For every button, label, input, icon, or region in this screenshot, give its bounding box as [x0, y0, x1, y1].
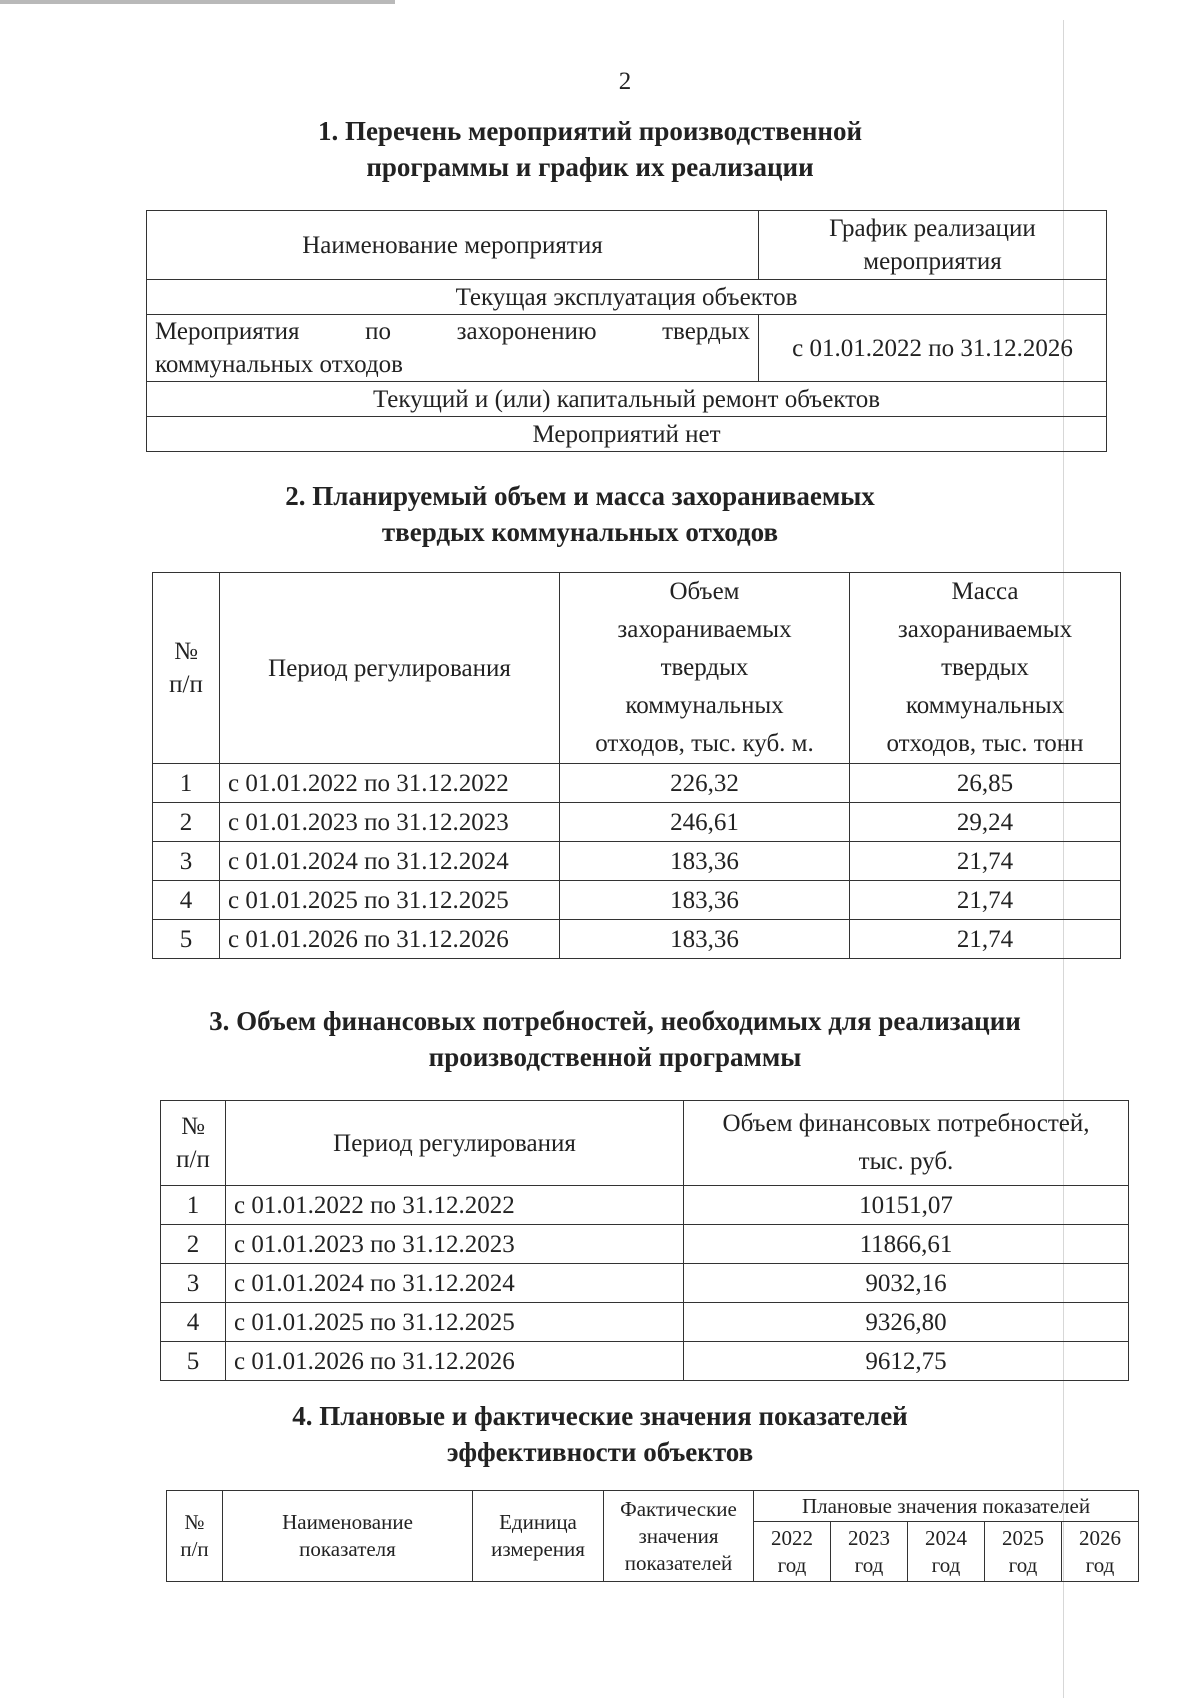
- header-cell-number: № п/п: [167, 1491, 223, 1582]
- table-row: [161, 1186, 1129, 1225]
- row-period: с 01.01.2023 по 31.12.2023: [220, 803, 560, 842]
- row-period: с 01.01.2023 по 31.12.2023: [226, 1225, 684, 1264]
- group-row-repair: Текущий и (или) капитальный ремонт объектов: [147, 382, 1107, 417]
- row-period: с 01.01.2024 по 31.12.2024: [226, 1264, 684, 1303]
- row-period: с 01.01.2025 по 31.12.2025: [226, 1303, 684, 1342]
- row-number: 4: [153, 881, 220, 920]
- header-cell-year-2022: 2022 год: [754, 1522, 831, 1582]
- group-row-current-operation: Текущая эксплуатация объектов: [147, 280, 1107, 315]
- page-number: 2: [618, 68, 632, 95]
- table-row: [147, 211, 1107, 280]
- row-number: 5: [161, 1342, 226, 1381]
- row-volume: 246,61: [560, 803, 850, 842]
- table-row: [147, 417, 1107, 452]
- section2-heading-line2: твердых коммунальных отходов: [381, 517, 779, 547]
- row-amount: 9032,16: [684, 1264, 1129, 1303]
- header-cell-year-2024: 2024 год: [908, 1522, 985, 1582]
- row-period: с 01.01.2022 по 31.12.2022: [220, 764, 560, 803]
- row-period: с 01.01.2025 по 31.12.2025: [220, 881, 560, 920]
- section1-heading-line2: программы и график их реализации: [366, 152, 814, 182]
- row-amount: 9612,75: [684, 1342, 1129, 1381]
- row-period: с 01.01.2022 по 31.12.2022: [226, 1186, 684, 1225]
- row-number: 1: [161, 1186, 226, 1225]
- row-mass: 29,24: [850, 803, 1121, 842]
- section4-heading-line1: 4. Плановые и фактические значения показателей: [292, 1401, 908, 1431]
- row-period: с 01.01.2024 по 31.12.2024: [220, 842, 560, 881]
- header-cell-year-2025: 2025 год: [985, 1522, 1062, 1582]
- header-cell-schedule: График реализации мероприятия: [759, 211, 1107, 280]
- table-row: [147, 382, 1107, 417]
- header-cell-volume: Объем захораниваемых твердых коммунальных отходов, тыс. куб. м.: [560, 573, 850, 764]
- header-cell-actual-values: Фактические значения показателей: [604, 1491, 754, 1582]
- row-number: 3: [153, 842, 220, 881]
- section4-heading: [190, 1398, 1010, 1470]
- table-row: [147, 280, 1107, 315]
- row-period: с 01.01.2026 по 31.12.2026: [226, 1342, 684, 1381]
- header-cell-indicator-name: Наименование показателя: [223, 1491, 473, 1582]
- row-number: 4: [161, 1303, 226, 1342]
- section4-heading-line2: эффективности объектов: [446, 1437, 754, 1467]
- header-cell-mass: Масса захораниваемых твердых коммунальных отходов, тыс. тонн: [850, 573, 1121, 764]
- section3-heading: [140, 1003, 1090, 1075]
- measure-disposal-cell: Мероприятия по захоронению твердых коммунальных отходов: [147, 315, 759, 382]
- no-measures-cell: Мероприятий нет: [147, 417, 1107, 452]
- header-cell-year-2026: 2026 год: [1062, 1522, 1139, 1582]
- section1-heading-line1: 1. Перечень мероприятий производственной: [317, 116, 863, 146]
- row-volume: 226,32: [560, 764, 850, 803]
- row-number: 2: [161, 1225, 226, 1264]
- row-number: 1: [153, 764, 220, 803]
- row-number: 2: [153, 803, 220, 842]
- row-mass: 21,74: [850, 920, 1121, 959]
- row-amount: 10151,07: [684, 1186, 1129, 1225]
- table-row: [147, 315, 1107, 382]
- header-cell-year-2023: 2023 год: [831, 1522, 908, 1582]
- waste-volume-table: [152, 572, 1121, 959]
- table-row: [161, 1225, 1129, 1264]
- table-row: [153, 881, 1121, 920]
- table-row: [161, 1264, 1129, 1303]
- section2-heading: [180, 478, 980, 550]
- measure-disposal-schedule: с 01.01.2022 по 31.12.2026: [759, 315, 1107, 382]
- table-row: [153, 842, 1121, 881]
- header-cell-period: Период регулирования: [220, 573, 560, 764]
- row-amount: 9326,80: [684, 1303, 1129, 1342]
- table-row: [161, 1101, 1129, 1186]
- section3-heading-line2: производственной программы: [428, 1042, 802, 1072]
- table-row: [153, 764, 1121, 803]
- section2-heading-line1: 2. Планируемый объем и масса захораниваемых: [285, 481, 875, 511]
- row-amount: 11866,61: [684, 1225, 1129, 1264]
- header-cell-period: Период регулирования: [226, 1101, 684, 1186]
- header-cell-number: № п/п: [161, 1101, 226, 1186]
- row-number: 3: [161, 1264, 226, 1303]
- table-row: [161, 1303, 1129, 1342]
- measures-table: [146, 210, 1107, 452]
- table-row: [161, 1342, 1129, 1381]
- row-volume: 183,36: [560, 842, 850, 881]
- header-cell-name: Наименование мероприятия: [147, 211, 759, 280]
- header-cell-planned-values: Плановые значения показателей: [754, 1491, 1139, 1522]
- row-volume: 183,36: [560, 920, 850, 959]
- section3-heading-line1: 3. Объем финансовых потребностей, необходимых для реализации: [209, 1006, 1021, 1036]
- header-cell-unit: Единица измерения: [473, 1491, 604, 1582]
- table-row: [153, 573, 1121, 764]
- row-mass: 21,74: [850, 842, 1121, 881]
- header-cell-number: № п/п: [153, 573, 220, 764]
- scan-edge-line: [0, 0, 395, 4]
- header-cell-amount: Объем финансовых потребностей, тыс. руб.: [684, 1101, 1129, 1186]
- row-mass: 26,85: [850, 764, 1121, 803]
- table-row: [167, 1491, 1139, 1522]
- row-period: с 01.01.2026 по 31.12.2026: [220, 920, 560, 959]
- row-mass: 21,74: [850, 881, 1121, 920]
- financial-needs-table: [160, 1100, 1129, 1381]
- row-number: 5: [153, 920, 220, 959]
- row-volume: 183,36: [560, 881, 850, 920]
- table-row: [153, 803, 1121, 842]
- table-row: [153, 920, 1121, 959]
- section1-heading: [140, 113, 1040, 185]
- efficiency-indicators-table: [166, 1490, 1139, 1582]
